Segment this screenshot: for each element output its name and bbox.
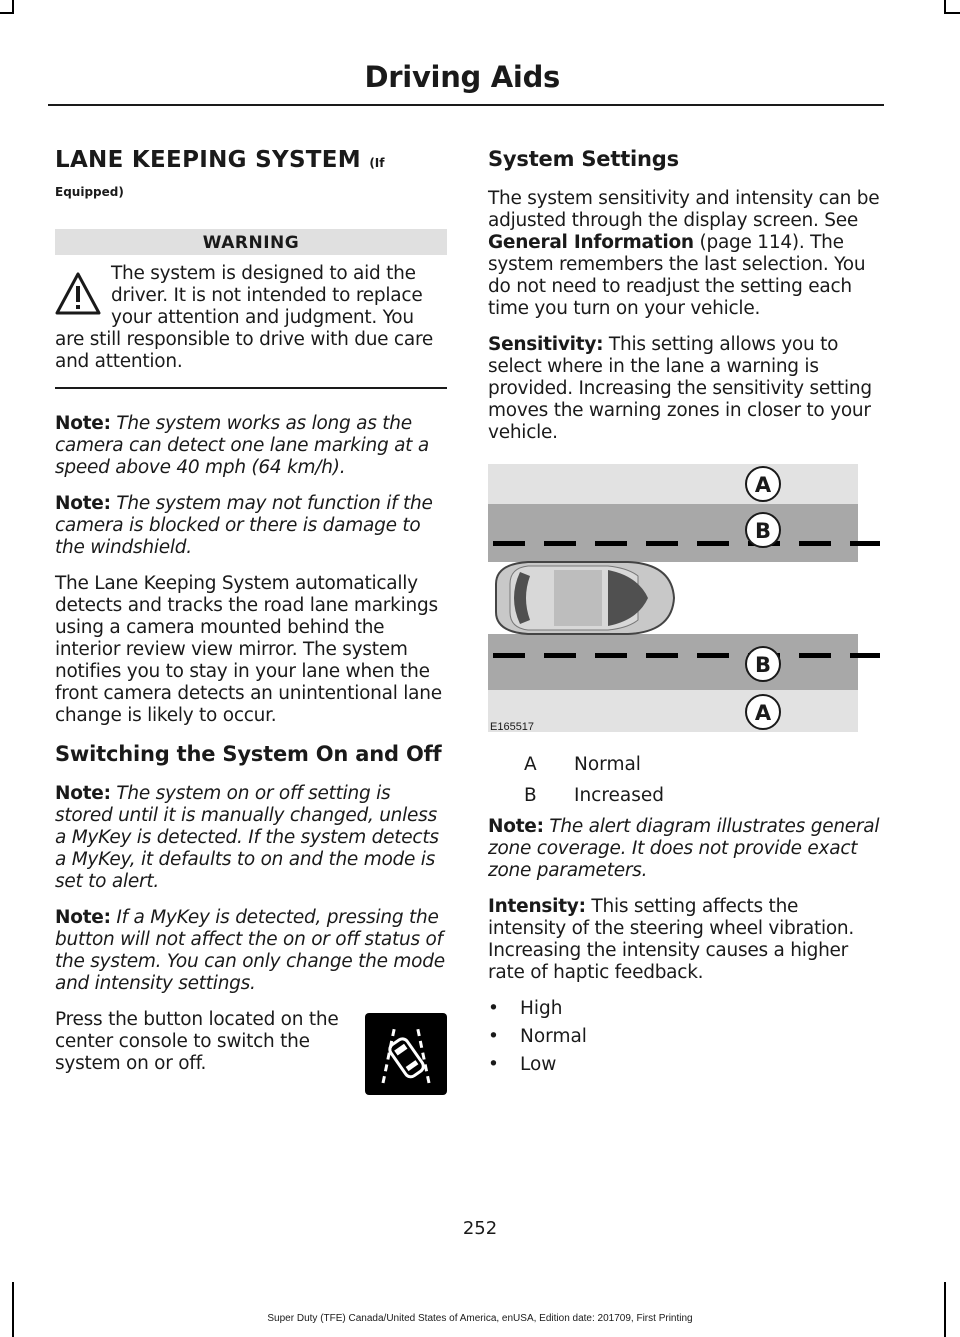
intensity-label: Intensity: <box>488 896 586 917</box>
legend-row <box>524 785 880 807</box>
section-heading <box>55 146 447 177</box>
lane-zone-diagram-svg <box>488 464 880 740</box>
list-item <box>488 1054 880 1076</box>
sensitivity-label: Sensitivity: <box>488 334 604 355</box>
zone-label-b-top-text: B <box>754 519 772 543</box>
paragraph-sensitivity <box>488 334 880 444</box>
zone-b-bottom <box>488 634 858 690</box>
intensity-options-list <box>488 998 880 1076</box>
zone-label-b-top <box>746 513 780 547</box>
list-item <box>488 998 880 1020</box>
left-column <box>55 140 447 1095</box>
lane-keeping-button-icon <box>365 1013 447 1095</box>
bullet: • <box>488 998 499 1019</box>
diagram-code: E165517 <box>490 721 535 733</box>
note-label: Note: <box>55 783 111 804</box>
section-heading-small: (If <box>369 156 385 170</box>
zone-label-a-bottom-text: A <box>754 701 772 725</box>
note-label: Note: <box>55 493 111 514</box>
list-item-text: High <box>520 998 563 1019</box>
note-label: Note: <box>55 413 111 434</box>
vehicle-icon <box>496 562 674 634</box>
bullet: • <box>488 1026 499 1047</box>
list-item-text: Normal <box>520 1026 587 1047</box>
legend-row <box>524 754 880 776</box>
crop-mark-top-right-h <box>946 12 960 14</box>
settings-text-after: (page 114). The system remembers the last selection. You do not need to readjust the setting each time you turn on your vehicle. <box>488 232 866 319</box>
paragraph-settings <box>488 188 880 320</box>
note-text: The system on or off setting is stored until it is manually changed, unless a MyKey is detected. If the system detects a MyKey, it defaults to on and the mode is set to alert. <box>55 783 439 892</box>
header-rule <box>48 104 884 106</box>
page-number: 252 <box>462 1218 498 1239</box>
note-text: If a MyKey is detected, pressing the button will not affect the on or off status of the system. You can only change the mode and intensity settings. <box>55 907 445 994</box>
general-information-link[interactable]: General Information <box>488 232 694 253</box>
zone-b-top <box>488 504 858 562</box>
button-instruction <box>55 1009 447 1075</box>
zone-label-a-top <box>746 467 780 501</box>
list-item-text: Low <box>520 1054 557 1075</box>
intensity-text: This setting affects the intensity of the steering wheel vibration. Increasing the intensity causes a higher rate of haptic feedback. <box>488 896 855 983</box>
zone-label-a-top-text: A <box>754 473 772 497</box>
lane-zone-diagram <box>488 464 880 740</box>
sensitivity-text: This setting allows you to select where in the lane a warning is provided. Increasing the sensitivity setting moves the warning zones in closer to your vehicle. <box>488 334 872 443</box>
legend-key: B <box>524 785 537 806</box>
page-footer: Super Duty (TFE) Canada/United States of America, enUSA, Edition date: 201709, First Printing <box>267 1313 693 1324</box>
subheading-switching: Switching the System On and Off <box>55 742 442 766</box>
settings-text: The system sensitivity and intensity can be adjusted through the display screen. See <box>488 188 880 231</box>
note-text: The system may not function if the camera is blocked or there is damage to the windshield. <box>55 493 433 558</box>
note-label: Note: <box>488 816 544 837</box>
warning-box <box>55 263 447 389</box>
crop-mark-top-left-h <box>0 12 14 14</box>
crop-mark-bottom-right <box>944 1282 946 1337</box>
note-text: The system works as long as the camera can detect one lane marking at a speed above 40 mph (64 km/h). <box>55 413 429 478</box>
warning-text: The system is designed to aid the driver. It is not intended to replace your attention and judgment. You are still responsible to drive with due care and attention. <box>55 263 434 372</box>
paragraph-intensity <box>488 896 880 984</box>
legend-key: A <box>524 754 537 775</box>
legend-value: Normal <box>574 754 641 775</box>
zone-label-a-bottom <box>746 695 780 729</box>
crop-mark-bottom-left <box>12 1282 14 1337</box>
right-column <box>488 140 880 1082</box>
zone-label-b-bottom-text: B <box>754 653 772 677</box>
note-camera-detect <box>55 413 447 479</box>
button-instruction-text: Press the button located on the center console to switch the system on or off. <box>55 1009 339 1074</box>
note-mykey-pressing <box>55 907 447 995</box>
subheading-system-settings: System Settings <box>488 147 679 171</box>
paragraph-lks-description: The Lane Keeping System automatically detects and tracks the road lane markings using a camera mounted behind the interior review view mirror. The system notifies you to stay in your lane when the front camera detects an unintentional lane change is likely to occur. <box>55 573 442 726</box>
equipped-text: Equipped) <box>55 185 124 199</box>
bullet: • <box>488 1054 499 1075</box>
note-alert-diagram <box>488 816 880 882</box>
note-camera-blocked <box>55 493 447 559</box>
section-heading-text: LANE KEEPING SYSTEM <box>55 147 361 173</box>
zone-a-top <box>488 464 858 504</box>
legend-value: Increased <box>574 785 665 806</box>
note-label: Note: <box>55 907 111 928</box>
warning-banner: WARNING <box>55 229 447 255</box>
list-item <box>488 1026 880 1048</box>
page-header-title: Driving Aids <box>364 60 560 94</box>
note-mykey-stored <box>55 783 447 893</box>
diagram-legend <box>524 754 880 807</box>
zone-a-bottom <box>488 690 858 732</box>
note-text: The alert diagram illustrates general zone coverage. It does not provide exact zone parameters. <box>488 816 880 881</box>
warning-triangle-icon <box>55 271 101 317</box>
zone-label-b-bottom <box>746 647 780 681</box>
